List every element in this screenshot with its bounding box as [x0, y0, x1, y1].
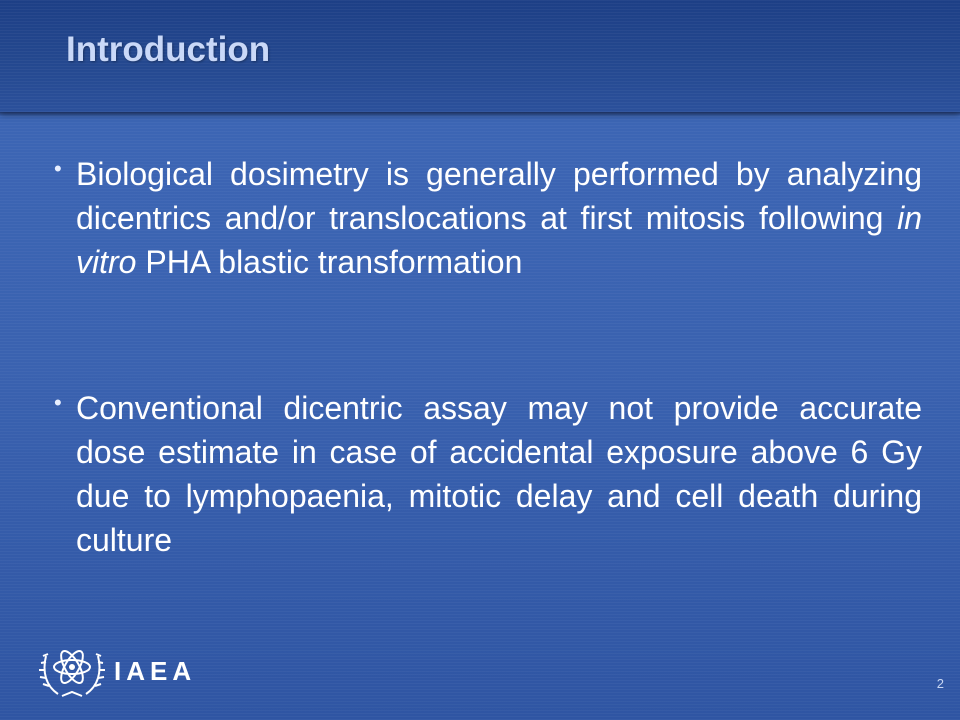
- slide-title: Introduction: [66, 30, 271, 69]
- title-band: [0, 0, 960, 112]
- bullet-marker: •: [54, 390, 62, 415]
- bullet-item-1: [54, 152, 922, 284]
- page-number: 2: [936, 676, 944, 691]
- un-laurel-atom-icon: [36, 634, 108, 700]
- bullet-item-2: [54, 386, 922, 562]
- bullet-1-text-end: PHA blastic transformation: [136, 244, 523, 280]
- bullet-marker: •: [54, 156, 62, 181]
- bullet-2-text: Conventional dicentric assay may not provide accurate dose estimate in case of accidental exposure above 6 Gy due to lymphopaenia, mitotic delay and cell death during culture: [76, 390, 922, 558]
- bullet-1-text-start: Biological dosimetry is generally performed by analyzing dicentrics and/or translocations at first mitosis following: [76, 156, 922, 236]
- bullet-1-text-italic: in vitro: [76, 200, 922, 280]
- iaea-logo-text: IAEA: [114, 656, 197, 686]
